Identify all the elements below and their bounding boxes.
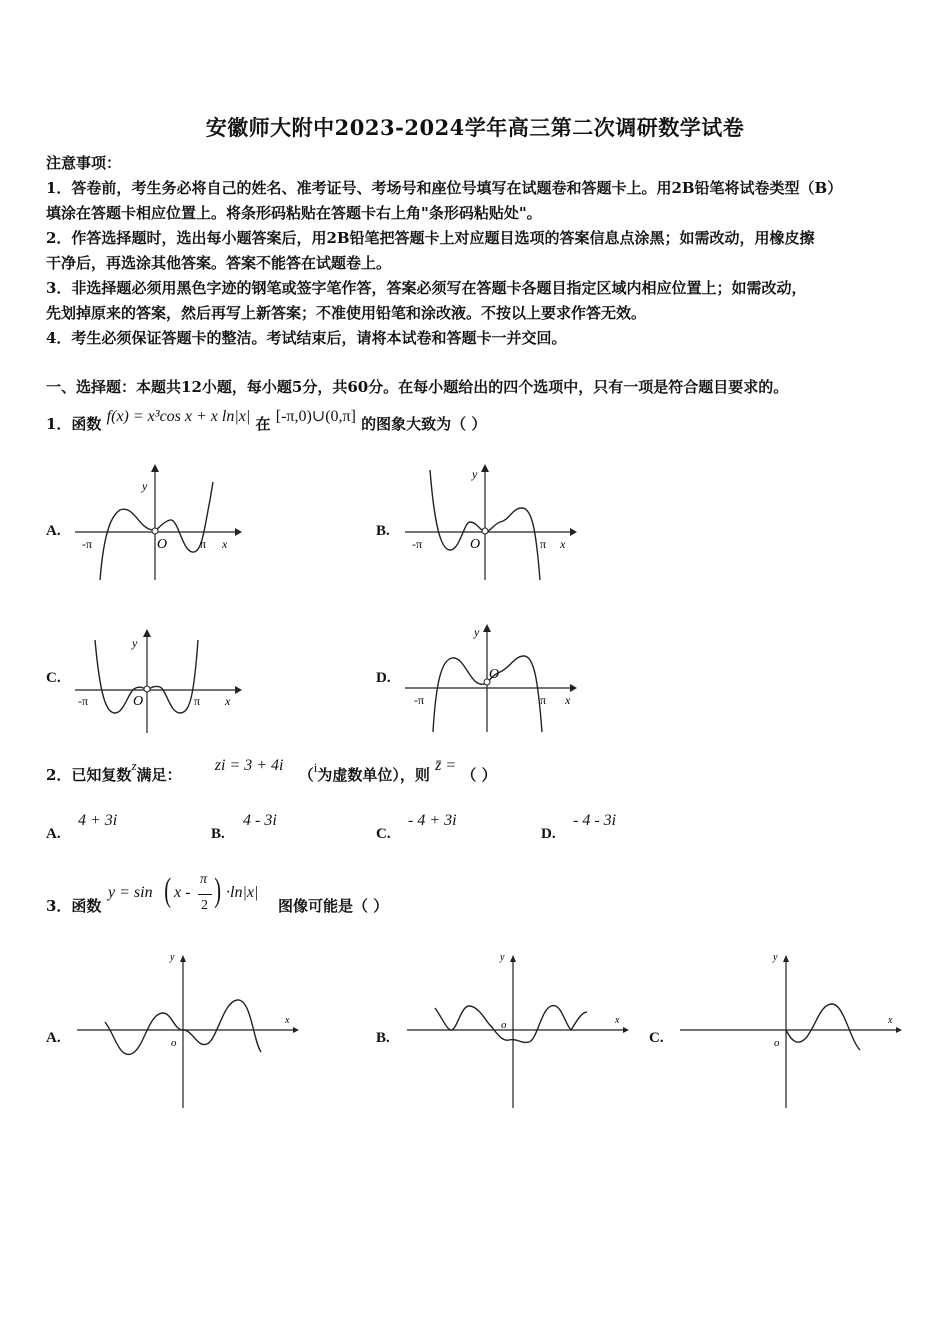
notice-line: 3．非选择题必须用黑色字迹的钢笔或签字笔作答，答案必须写在答题卡各题目指定区域内相应位置上；如需改动， (46, 279, 807, 297)
notice-heading: 注意事项： (46, 154, 122, 172)
notice-line: 2．作答选择题时，选出每小题答案后，用2B铅笔把答题卡上对应题目选项的答案信息点涂黑；如需改动，用橡皮擦 (46, 229, 815, 247)
question-2 (46, 757, 497, 786)
y-axis-label: y (773, 952, 778, 963)
q3-formula-left: y = sin (108, 884, 153, 901)
q3-formula-right: ·ln|x| (226, 884, 259, 901)
q1-option-c-label[interactable]: C. (46, 670, 61, 686)
x-axis-label: x (565, 693, 571, 707)
q1-graph-d[interactable] (400, 620, 585, 735)
x-axis-label: x (222, 537, 228, 551)
neg-pi-label: -π (82, 537, 93, 551)
q2-prefix: 2．已知复数 (46, 766, 132, 784)
q2-option-b[interactable]: B. 4 - 3i (211, 812, 277, 842)
q2-option-b-value: 4 - 3i (243, 812, 277, 829)
notice-line: 1．答卷前，考生务必将自己的姓名、准考证号、考场号和座位号填写在试题卷和答题卡上。用2B铅笔将试卷类型（B） (46, 179, 843, 197)
q1-option-b-label[interactable]: B. (376, 523, 390, 539)
x-axis-label: x (560, 537, 566, 551)
q3-two: 2 (201, 898, 208, 913)
pi-label: π (540, 693, 547, 707)
neg-pi-label: -π (414, 693, 425, 707)
q1-mid: 在 (255, 415, 271, 433)
pi-label: π (200, 537, 207, 551)
page-title: 安徽师大附中2023-2024学年高三第二次调研数学试卷 (205, 115, 745, 140)
q1-graph-a[interactable] (70, 460, 250, 585)
q2-option-d-value: - 4 - 3i (573, 812, 617, 829)
q2-i: i (313, 760, 318, 775)
x-axis-label: x (285, 1015, 290, 1026)
origin-label: o (774, 1037, 780, 1049)
q2-option-d[interactable]: D. - 4 - 3i (541, 812, 617, 842)
q3-graph-c[interactable] (678, 950, 908, 1110)
x-axis-label: x (888, 1015, 893, 1026)
notice-line: 干净后，再选涂其他答案。答案不能答在试题卷上。 (46, 254, 392, 272)
q2-option-a-value: 4 + 3i (78, 812, 118, 829)
notice-line: 填涂在答题卡相应位置上。将条形码粘贴在答题卡右上角"条形码粘贴处"。 (46, 204, 542, 222)
section-heading: 一、选择题：本题共12小题，每小题5分，共60分。在每小题给出的四个选项中，只有一项是符合题目要求的。 (46, 378, 789, 396)
question-1 (46, 408, 487, 435)
pi-label: π (194, 694, 201, 708)
q3-suffix: 图像可能是（ ） (278, 897, 389, 915)
notice-line: 4．考生必须保证答题卡的整洁。考试结束后，请将本试卷和答题卡一并交回。 (46, 329, 567, 347)
q2-option-c[interactable]: C. - 4 + 3i (376, 812, 457, 842)
q3-formula-inner: x - (174, 884, 191, 901)
y-axis-label: y (132, 636, 138, 650)
q3-graph-a[interactable] (75, 950, 305, 1110)
y-axis-label: y (500, 952, 505, 963)
pi-label: π (540, 537, 547, 551)
q2-option-a[interactable]: A. 4 + 3i (46, 812, 118, 842)
q2-conj: z̄ = (435, 757, 457, 774)
origin-label: O (133, 694, 144, 709)
origin-label: o (171, 1037, 177, 1049)
q1-prefix: 1．函数 (46, 415, 102, 433)
y-axis-label: y (472, 467, 478, 481)
q1-option-d-label[interactable]: D. (376, 670, 391, 686)
q1-graph-b[interactable] (400, 460, 585, 585)
origin-label: O (157, 537, 168, 552)
y-axis-label: y (170, 952, 175, 963)
q1-option-a-label[interactable]: A. (46, 523, 61, 539)
q2-suffix: （ ） (461, 766, 497, 784)
q3-prefix: 3．函数 (46, 897, 102, 915)
origin-label: O (470, 537, 481, 552)
q3-option-a-label[interactable]: A. (46, 1030, 61, 1046)
question-3 (46, 896, 101, 916)
q2-equation: zi = 3 + 4i (214, 757, 284, 774)
origin-label: O (489, 667, 500, 682)
notice-line: 先划掉原来的答案，然后再写上新答案；不准使用铅笔和涂改液。不按以上要求作答无效。 (46, 304, 647, 322)
q3-graph-b[interactable] (405, 950, 635, 1110)
x-axis-label: x (225, 694, 231, 708)
q2-paren-open: （ (298, 766, 314, 784)
q3-pi: π (200, 872, 208, 887)
neg-pi-label: -π (78, 694, 89, 708)
q3-option-c-label[interactable]: C. (649, 1030, 664, 1046)
q2-note: 为虚数单位），则 (317, 766, 430, 784)
q1-formula: f(x) = x³cos x + x ln|x| (106, 408, 251, 425)
q2-mid: 满足： (136, 766, 182, 784)
y-axis-label: y (142, 479, 148, 493)
x-axis-label: x (615, 1015, 620, 1026)
q2-option-c-value: - 4 + 3i (408, 812, 457, 829)
q1-suffix: 的图象大致为（ ） (361, 415, 487, 433)
origin-label: o (501, 1019, 507, 1031)
q3-option-b-label[interactable]: B. (376, 1030, 390, 1046)
neg-pi-label: -π (412, 537, 423, 551)
y-axis-label: y (474, 625, 480, 639)
q1-domain: [-π,0)∪(0,π] (275, 408, 356, 425)
q2-var: z (131, 758, 137, 773)
q3-formula: y = sin ( x - π 2 ) ·ln|x| (108, 872, 259, 913)
q1-graph-c[interactable] (70, 625, 250, 735)
